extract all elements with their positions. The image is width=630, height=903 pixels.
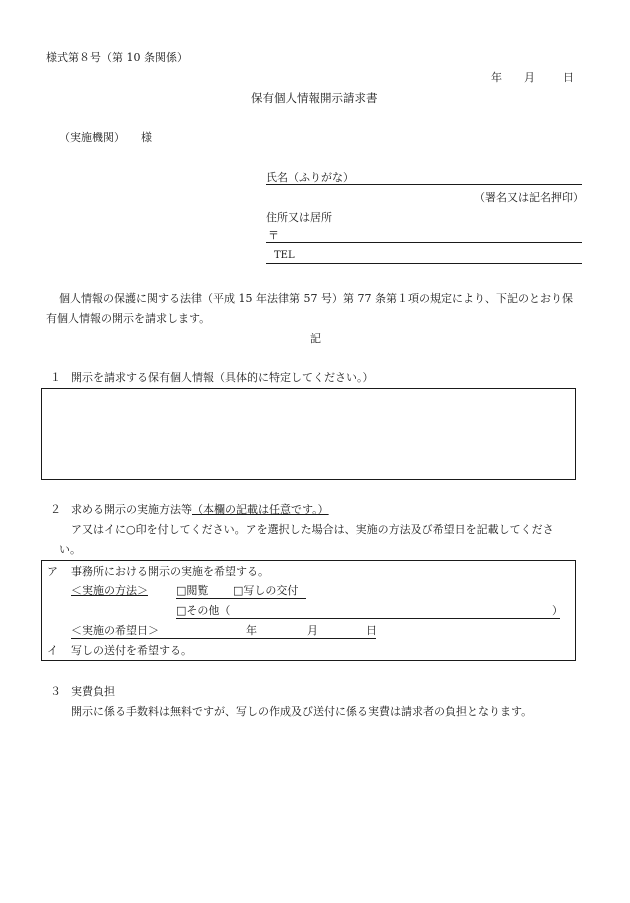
ki-heading: 記 <box>310 332 321 345</box>
method-other-close: ） <box>552 604 563 617</box>
section1-number: １ <box>50 371 61 384</box>
section3-heading: 実費負担 <box>71 685 115 698</box>
address-field-line[interactable] <box>266 242 582 243</box>
tel-label: TEL <box>274 250 295 261</box>
body-line-1: 個人情報の保護に関する法律（平成 15 年法律第 57 号）第 77 条第１項の規定により、下記のとおり保 <box>59 292 573 305</box>
date-year-label: 年 <box>491 71 502 84</box>
section2-heading-text: 求める開示の実施方法等 <box>71 503 192 516</box>
method-view-checkbox[interactable]: □閲覧 <box>176 584 209 597</box>
method-label-text: ＜実施の方法＞ <box>71 584 148 597</box>
agency-label: （実施機関） <box>59 131 125 144</box>
method-label <box>71 585 148 596</box>
seal-note: （署名又は記名押印） <box>474 191 584 204</box>
date-month-label: 月 <box>524 71 535 84</box>
hope-day-label: 日 <box>366 624 377 637</box>
section2-instruction-2: い。 <box>59 543 81 556</box>
option-a-mark[interactable]: ア <box>47 565 58 578</box>
section2-optional-note: （本欄の記載は任意です。） <box>192 503 329 516</box>
method-other-checkbox[interactable]: □その他（ <box>176 604 231 617</box>
name-field-line[interactable] <box>266 184 582 185</box>
hope-year-label: 年 <box>246 624 257 637</box>
option-b-text: 写しの送付を希望する。 <box>71 644 192 657</box>
body-line-2: 有個人情報の開示を請求します。 <box>46 312 211 325</box>
section2-instruction-1: ア又はイに○印を付してください。アを選択した場合は、実施の方法及び希望日を記載してくださ <box>71 523 554 536</box>
date-label: ＜実施の希望日＞ <box>71 624 159 637</box>
section3-text: 開示に係る手数料は無料ですが、写しの作成及び送付に係る実費は請求者の負担となります。 <box>71 705 533 718</box>
option-a-text: 事務所における開示の実施を希望する。 <box>71 565 269 578</box>
date-day-label: 日 <box>563 71 574 84</box>
tel-field-line[interactable] <box>266 263 582 264</box>
option-b-mark[interactable]: イ <box>47 644 58 657</box>
page-title: 保有個人情報開示請求書 <box>251 91 378 105</box>
postal-mark: 〒 <box>268 229 279 242</box>
form-number: 様式第８号（第 10 条関係） <box>46 51 188 64</box>
name-label: 氏名（ふりがな） <box>266 171 354 184</box>
honorific-label: 様 <box>141 131 152 144</box>
section2-heading <box>71 504 329 515</box>
info-request-textbox[interactable] <box>41 388 576 480</box>
address-label: 住所又は居所 <box>266 211 332 224</box>
method-other-line[interactable] <box>176 605 560 619</box>
section2-number: ２ <box>50 503 61 516</box>
hope-month-label: 月 <box>307 624 318 637</box>
section1-heading: 開示を請求する保有個人情報（具体的に特定してください。） <box>71 371 374 384</box>
section3-number: ３ <box>50 685 61 698</box>
method-copy-checkbox[interactable]: □写しの交付 <box>233 584 299 597</box>
